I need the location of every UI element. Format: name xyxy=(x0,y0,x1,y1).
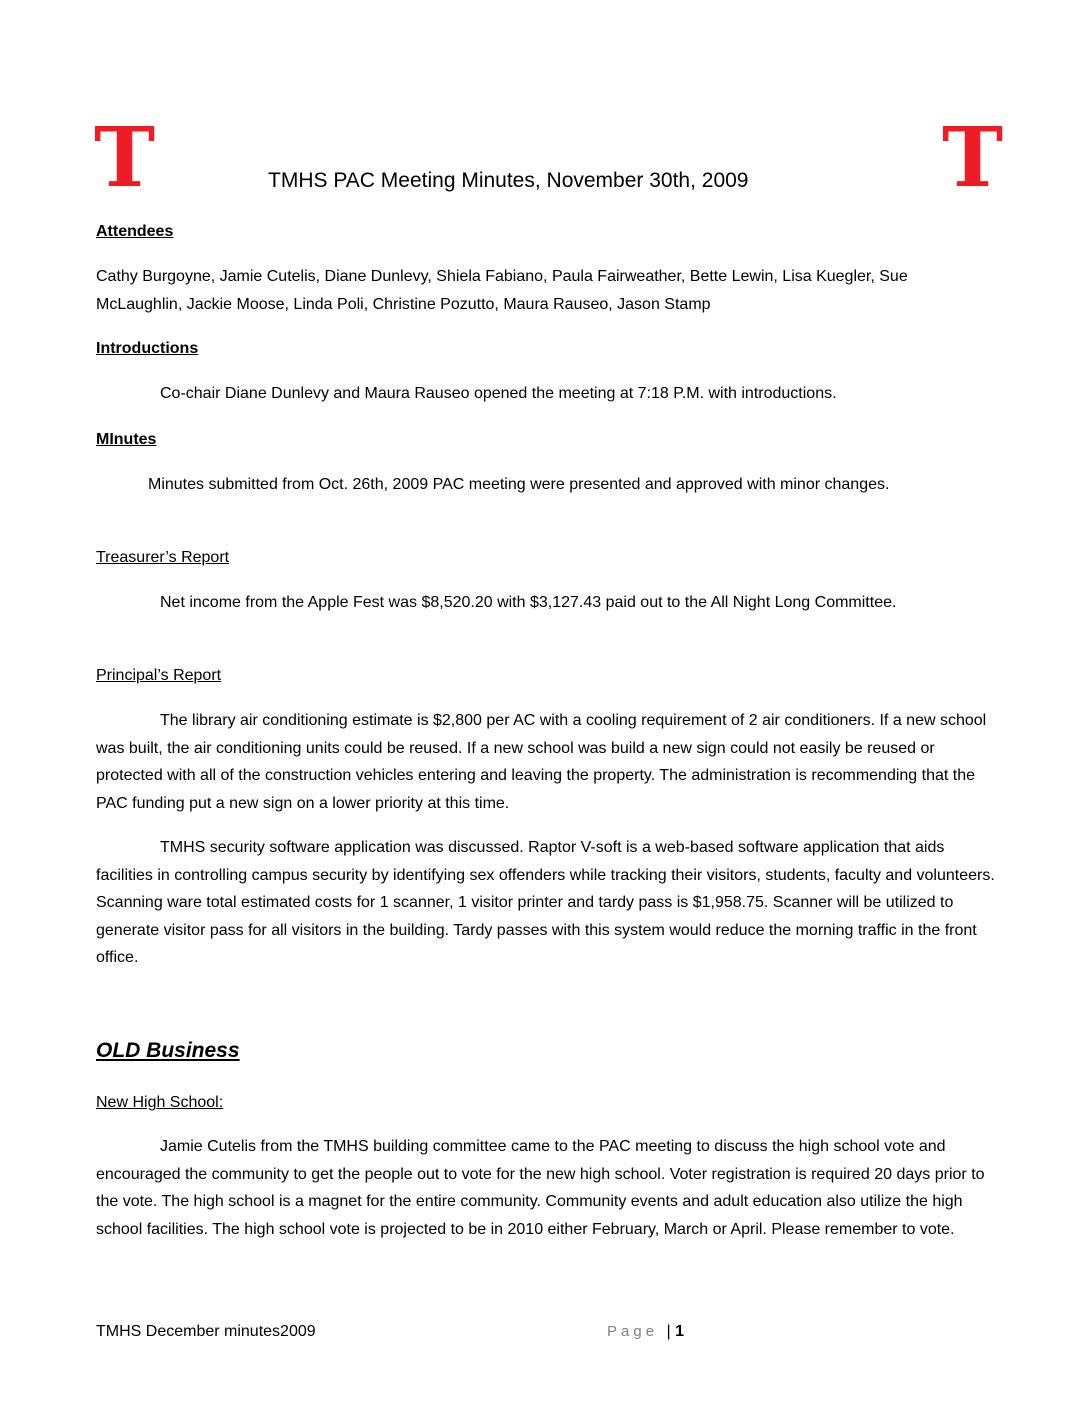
principal-paragraph-1: The library air conditioning estimate is $2,800 per AC with a cooling requirement of 2 air conditioners. If a new school was built, the air conditioning units could be reused. If a new school was build a new sign could not easily be reused or protected with all of the construction vehicles entering and leaving the property. The administration is recommending that the PAC funding put a new sign on a lower priority at this time. xyxy=(96,712,987,812)
attendees-text: Cathy Burgoyne, Jamie Cutelis, Diane Dunlevy, Shiela Fabiano, Paula Fairweather, Bette Lewin, Lisa Kuegler, Sue McLaughlin, Jackie Moose, Linda Poli, Christine Pozutto, Maura Rauseo, Jason Stamp xyxy=(96,268,908,313)
footer-document-name: TMHS December minutes2009 xyxy=(96,1323,316,1340)
minutes-text: Minutes submitted from Oct. 26th, 2009 PAC meeting were presented and approved with minor changes. xyxy=(148,476,890,493)
footer-page-number xyxy=(607,1320,684,1344)
footer-separator: | xyxy=(666,1323,671,1340)
introductions-heading: Introductions xyxy=(96,340,199,357)
treasurer-heading: Treasurer’s Report xyxy=(96,549,230,566)
new-high-school-heading: New High School: xyxy=(96,1094,224,1111)
attendees-heading: Attendees xyxy=(96,223,174,240)
introductions-text: Co-chair Diane Dunlevy and Maura Rauseo opened the meeting at 7:18 P.M. with introductions. xyxy=(160,385,837,402)
document-title: TMHS PAC Meeting Minutes, November 30th, 2009 xyxy=(268,169,749,192)
footer-page-value: 1 xyxy=(675,1323,685,1340)
school-logo-left: T xyxy=(94,110,156,206)
new-high-school-text: Jamie Cutelis from the TMHS building committee came to the PAC meeting to discuss the high school vote and encouraged the community to get the people out to vote for the new high school. Voter registration is required 20 days prior to the vote. The high school is a magnet for the entire community. Community events and adult education also utilize the high school facilities. The high school vote is projected to be in 2010 either February, March or April. Please remember to vote. xyxy=(96,1138,985,1238)
minutes-heading: MInutes xyxy=(96,431,157,448)
principal-heading: Principal’s Report xyxy=(96,667,222,684)
school-logo-right: T xyxy=(942,110,1004,206)
old-business-heading: OLD Business xyxy=(96,1039,240,1062)
treasurer-text: Net income from the Apple Fest was $8,520.20 with $3,127.43 paid out to the All Night Long Committee. xyxy=(160,594,897,611)
principal-paragraph-2: TMHS security software application was discussed. Raptor V-soft is a web-based software application that aids facilities in controlling campus security by identifying sex offenders while tracking their visitors, students, faculty and volunteers. Scanning ware total estimated costs for 1 scanner, 1 visitor printer and tardy pass is $1,958.75. Scanner will be utilized to generate visitor pass for all visitors in the building. Tardy passes with this system would reduce the morning traffic in the front office. xyxy=(96,839,995,966)
footer-page-label: Page xyxy=(607,1323,659,1340)
